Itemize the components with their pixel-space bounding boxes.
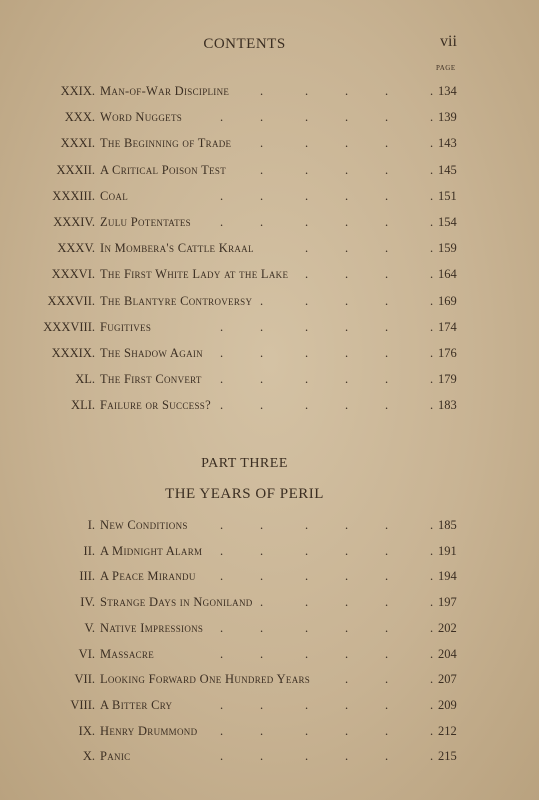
chapter-title: Looking Forward One Hundred Years — [100, 672, 311, 687]
leader-dots: . . . . . . — [220, 215, 434, 229]
chapter-title: Coal — [100, 188, 129, 203]
chapter-number: IX. — [78, 723, 95, 738]
leader-dots: . . . . — [305, 241, 434, 256]
chapter-title: Strange Days in Ngoniland — [100, 595, 253, 610]
chapter-title: The Blantyre Controversy — [100, 293, 253, 308]
chapter-title: The Beginning of Trade — [100, 136, 232, 151]
chapter-number: XL. — [75, 372, 95, 387]
chapter-page: 185 — [438, 518, 457, 532]
chapter-page: 169 — [438, 293, 457, 308]
page-number: vii — [440, 33, 457, 50]
chapter-number: IV. — [80, 595, 95, 610]
leader-dots: . . . . . . — [220, 646, 434, 661]
chapter-number: XXIX. — [60, 84, 95, 98]
toc-entry — [0, 189, 539, 209]
chapter-title: In Mombera's Cattle Kraal — [100, 241, 254, 256]
leader-dots: . . . . . . — [220, 110, 434, 125]
toc-entry — [0, 241, 539, 261]
chapter-number: XXXV. — [57, 241, 95, 256]
chapter-title: The First Convert — [100, 372, 202, 387]
chapter-page: 151 — [438, 188, 457, 203]
chapter-page: 202 — [438, 620, 457, 635]
leader-dots: . . . — [345, 672, 434, 687]
chapter-title: A Critical Poison Test — [100, 162, 227, 177]
leader-dots: . . . . . . — [220, 543, 434, 558]
toc-entry — [0, 749, 539, 769]
leader-dots: . . . . . . — [220, 723, 434, 738]
part-three-heading: PART THREE — [201, 456, 288, 471]
chapter-number: X. — [82, 749, 95, 764]
leader-dots: . . . . . . — [220, 346, 434, 360]
chapter-number: XXXVI. — [51, 267, 95, 282]
leader-dots: . . . . — [305, 267, 434, 282]
toc-entry — [0, 672, 539, 692]
toc-entry — [0, 163, 539, 183]
leader-dots: . . . . . — [260, 162, 434, 177]
toc-entry — [0, 110, 539, 130]
leader-dots: . . . . . . — [220, 518, 434, 532]
chapter-title: Word Nuggets — [100, 110, 183, 125]
chapter-number: XLI. — [71, 398, 95, 413]
chapter-page: 207 — [438, 672, 457, 687]
chapter-title: Man-of-War Discipline — [100, 84, 230, 98]
toc-entry — [0, 698, 539, 718]
leader-dots: . . . . . . — [220, 398, 434, 413]
toc-entry — [0, 595, 539, 615]
chapter-number: III. — [79, 569, 95, 584]
toc-entry — [0, 215, 539, 235]
chapter-page: 176 — [438, 346, 457, 360]
chapter-page: 197 — [438, 595, 457, 610]
chapter-title: Fugitives — [100, 319, 152, 334]
chapter-title: A Bitter Cry — [100, 697, 173, 712]
toc-entry — [0, 569, 539, 589]
chapter-title: Henry Drummond — [100, 723, 198, 738]
toc-entry — [0, 136, 539, 156]
chapter-number: XXXVII. — [47, 293, 95, 308]
leader-dots: . . . . . — [260, 595, 434, 610]
chapter-title: A Peace Mirandu — [100, 569, 196, 584]
page-title: CONTENTS — [203, 36, 286, 52]
leader-dots: . . . . . . — [220, 749, 434, 764]
chapter-page: 183 — [438, 398, 457, 413]
chapter-page: 194 — [438, 569, 457, 584]
chapter-title: A Midnight Alarm — [100, 543, 203, 558]
chapter-page: 215 — [438, 749, 457, 764]
chapter-number: II. — [83, 543, 95, 558]
chapter-page: 134 — [438, 84, 457, 98]
chapter-number: XXXVIII. — [43, 319, 95, 334]
toc-entry — [0, 398, 539, 418]
toc-entry — [0, 84, 539, 104]
part-three-subheading: THE YEARS OF PERIL — [165, 486, 324, 502]
page-column-label: PAGE — [436, 64, 456, 72]
chapter-number: XXXIV. — [53, 215, 95, 229]
toc-entry — [0, 621, 539, 641]
leader-dots: . . . . . . — [220, 697, 434, 712]
leader-dots: . . . . . . — [220, 188, 434, 203]
chapter-number: XXX. — [64, 110, 95, 125]
toc-entry — [0, 320, 539, 340]
chapter-number: XXXIII. — [52, 188, 95, 203]
leader-dots: . . . . . — [260, 293, 434, 308]
chapter-page: 154 — [438, 215, 457, 229]
chapter-page: 174 — [438, 319, 457, 334]
toc-entry — [0, 294, 539, 314]
chapter-page: 159 — [438, 241, 457, 256]
chapter-number: V. — [84, 620, 95, 635]
leader-dots: . . . . . — [260, 84, 434, 98]
toc-entry — [0, 372, 539, 392]
toc-entry — [0, 518, 539, 538]
chapter-title: Native Impressions — [100, 620, 204, 635]
toc-entry — [0, 346, 539, 366]
chapter-title: The First White Lady at the Lake — [100, 267, 289, 282]
chapter-number: I. — [87, 518, 95, 532]
chapter-number: XXXI. — [60, 136, 95, 151]
chapter-page: 164 — [438, 267, 457, 282]
chapter-number: VII. — [74, 672, 95, 687]
chapter-title: The Shadow Again — [100, 346, 203, 360]
leader-dots: . . . . . . — [220, 372, 434, 387]
chapter-page: 179 — [438, 372, 457, 387]
chapter-page: 143 — [438, 136, 457, 151]
chapter-page: 145 — [438, 162, 457, 177]
leader-dots: . . . . . . — [220, 569, 434, 584]
chapter-title: Panic — [100, 749, 131, 764]
chapter-number: XXXII. — [56, 162, 95, 177]
chapter-number: VIII. — [70, 697, 95, 712]
chapter-page: 204 — [438, 646, 457, 661]
leader-dots: . . . . . . — [220, 620, 434, 635]
chapter-page: 139 — [438, 110, 457, 125]
leader-dots: . . . . . — [260, 136, 434, 151]
chapter-title: Massacre — [100, 646, 155, 661]
chapter-page: 209 — [438, 697, 457, 712]
chapter-title: Zulu Potentates — [100, 215, 191, 229]
chapter-page: 212 — [438, 723, 457, 738]
toc-entry — [0, 724, 539, 744]
chapter-number: VI. — [78, 646, 95, 661]
chapter-number: XXXIX. — [51, 346, 95, 360]
chapter-title: New Conditions — [100, 518, 188, 532]
chapter-page: 191 — [438, 543, 457, 558]
toc-entry — [0, 544, 539, 564]
toc-entry — [0, 647, 539, 667]
leader-dots: . . . . . . — [220, 319, 434, 334]
toc-entry — [0, 267, 539, 287]
chapter-title: Failure or Success? — [100, 398, 211, 413]
